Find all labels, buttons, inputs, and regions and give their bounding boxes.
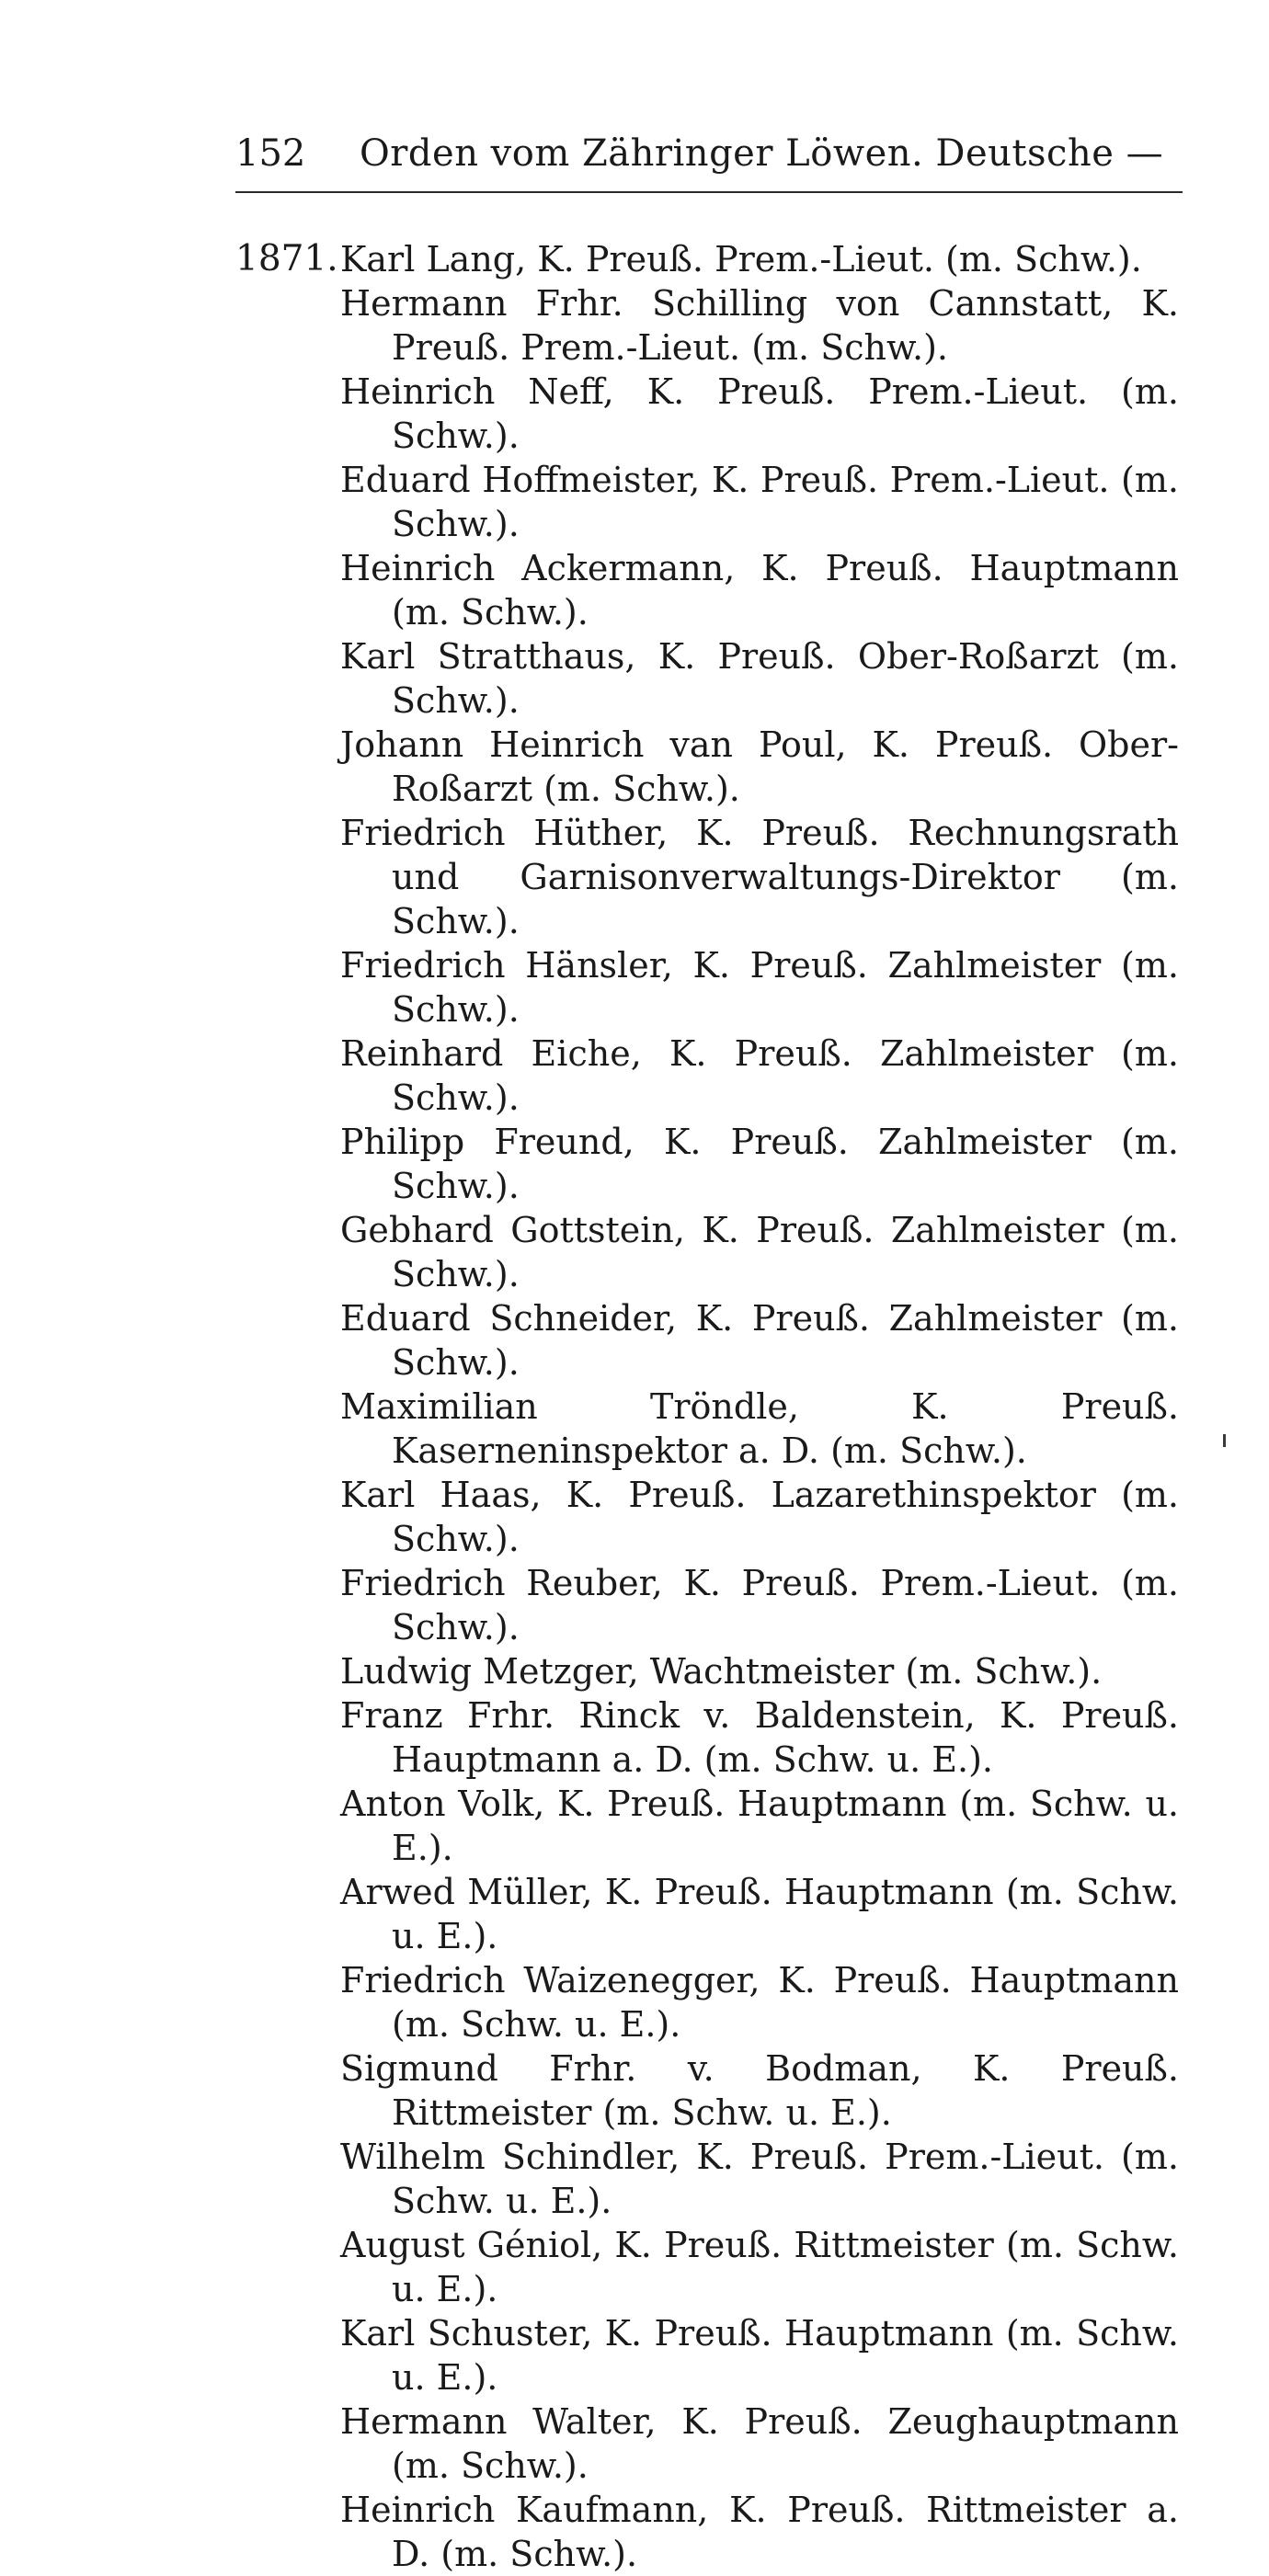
list-item: Friedrich Waizenegger, K. Preuß. Hauptmann (m. Schw. u. E.). xyxy=(340,1960,1179,2045)
list-item: Sigmund Frhr. v. Bodman, K. Preuß. Rittmeister (m. Schw. u. E.). xyxy=(340,2048,1179,2133)
list-item: August Géniol, K. Preuß. Rittmeister (m. Schw. u. E.). xyxy=(340,2225,1179,2309)
list-item: Karl Lang, K. Preuß. Prem.-Lieut. (m. Schw.). xyxy=(340,239,1142,279)
header-rule xyxy=(235,191,1183,193)
list-item: Karl Stratthaus, K. Preuß. Ober-Roßarzt (m. Schw.). xyxy=(340,636,1179,721)
list-item: Philipp Freund, K. Preuß. Zahlmeister (m. Schw.). xyxy=(340,1122,1179,1206)
list-item: Friedrich Reuber, K. Preuß. Prem.-Lieut. (m. Schw.). xyxy=(340,1563,1179,1647)
list-item: Hermann Walter, K. Preuß. Zeughauptmann (m. Schw.). xyxy=(340,2401,1179,2486)
list-item: Franz Frhr. Rinck v. Baldenstein, K. Preuß. Hauptmann a. D. (m. Schw. u. E.). xyxy=(340,1695,1179,1780)
list-item: Heinrich Ackermann, K. Preuß. Hauptmann (m. Schw.). xyxy=(340,548,1179,633)
award-list xyxy=(340,237,1179,2576)
list-item: Friedrich Hänsler, K. Preuß. Zahlmeister (m. Schw.). xyxy=(340,945,1179,1030)
page-header xyxy=(235,121,1183,186)
list-item: Karl Schuster, K. Preuß. Hauptmann (m. Schw. u. E.). xyxy=(340,2313,1179,2398)
list-item: Hermann Frhr. Schilling von Cannstatt, K. Preuß. Prem.-Lieut. (m. Schw.). xyxy=(340,283,1179,368)
list-item: Friedrich Hüther, K. Preuß. Rechnungsrath und Garnisonverwaltungs-Direktor (m. Schw.). xyxy=(340,813,1179,941)
list-item: Heinrich Neff, K. Preuß. Prem.-Lieut. (m. Schw.). xyxy=(340,371,1179,456)
list-item: Anton Volk, K. Preuß. Hauptmann (m. Schw. u. E.). xyxy=(340,1784,1179,1868)
list-item: Gebhard Gottstein, K. Preuß. Zahlmeister (m. Schw.). xyxy=(340,1210,1179,1294)
list-item: Arwed Müller, K. Preuß. Hauptmann (m. Schw. u. E.). xyxy=(340,1872,1179,1956)
list-item: Karl Haas, K. Preuß. Lazarethinspektor (m. Schw.). xyxy=(340,1475,1179,1559)
list-item: Eduard Hoffmeister, K. Preuß. Prem.-Lieut. (m. Schw.). xyxy=(340,460,1179,544)
margin-mark xyxy=(1223,1434,1226,1447)
list-item: Johann Heinrich van Poul, K. Preuß. Ober-Roßarzt (m. Schw.). xyxy=(340,724,1179,809)
year-label: 1871. xyxy=(235,238,338,279)
list-item: Eduard Schneider, K. Preuß. Zahlmeister (m. Schw.). xyxy=(340,1298,1179,1383)
list-item: Maximilian Tröndle, K. Preuß. Kaserneninspektor a. D. (m. Schw.). xyxy=(340,1386,1179,1471)
list-item: Ludwig Metzger, Wachtmeister (m. Schw.). xyxy=(340,1651,1103,1692)
running-head: Orden vom Zähringer Löwen. Deutsche — xyxy=(360,132,1164,175)
list-item: Wilhelm Schindler, K. Preuß. Prem.-Lieut. (m. Schw. u. E.). xyxy=(340,2137,1179,2221)
page-number: 152 xyxy=(235,132,306,175)
list-item: Reinhard Eiche, K. Preuß. Zahlmeister (m. Schw.). xyxy=(340,1033,1179,1118)
list-item: Heinrich Kaufmann, K. Preuß. Rittmeister a. D. (m. Schw.). xyxy=(340,2490,1179,2574)
